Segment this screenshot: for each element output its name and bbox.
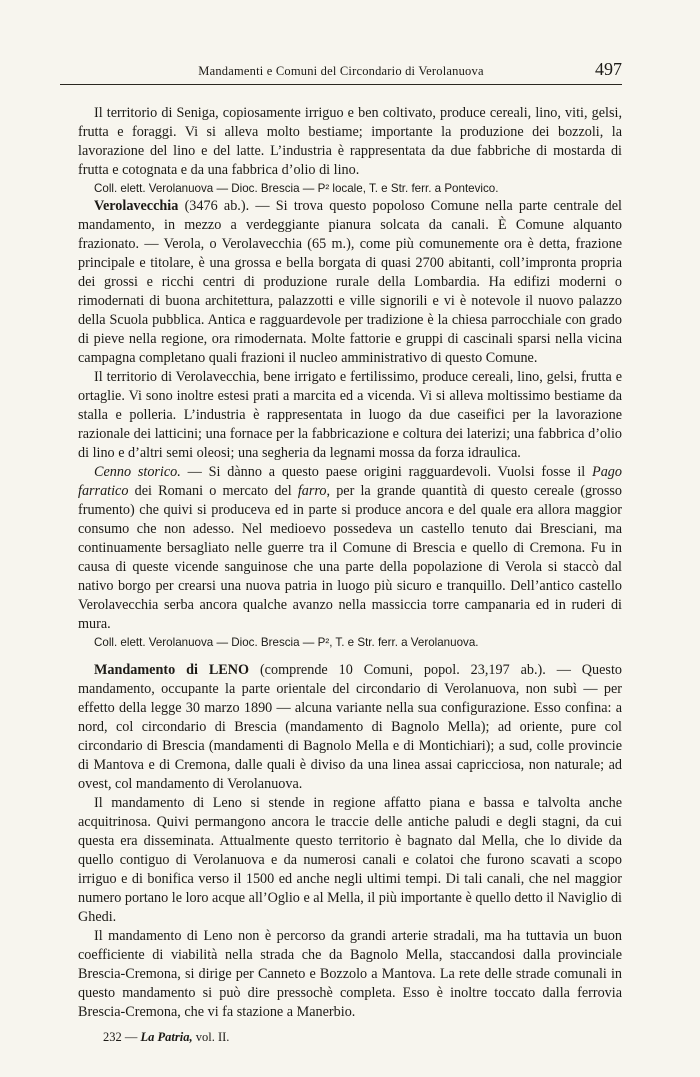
paragraph-cenno-storico (78, 463, 622, 634)
signature-volume: vol. II. (195, 1030, 230, 1044)
paragraph-territorio-verolavecchia: Il territorio di Verolavecchia, bene irrigato e fertilissimo, produce cereali, lino, gelsi, frutta e ortaglie. Vi sono inoltre estesi prati a marcita ed a vicenda. Vi si alleva moltissimo bestiame da stalla e polleria. L’industria è rappresentata in luogo da due caseifici per la lavorazione razionale dei latticini; una fornace per la fabbricazione e coltura dei laterizi; una fabbrica d’olio di lino e d’altri semi oleosi; una segheria da legnami mossa da forza idraulica. (78, 369, 622, 461)
heading-mandamento-leno: Mandamento di LENO (94, 662, 250, 678)
paragraph-verolavecchia (78, 197, 622, 368)
paragraph-leno-strade: Il mandamento di Leno non è percorso da grandi arterie stradali, ma ha tuttavia un buon coefficiente di viabilità nella strada che da Bagnolo Mella, staccandosi dalla provinciale Brescia-Cremona, si dirige per Canneto e Bozzolo a Mantova. La rete delle strade comunali in questo mandamento si può dire pressochè completa. Esso è inoltre toccato dalla ferrovia Brescia-Cremona, che vi fa stazione a Manerbio. (78, 928, 622, 1020)
signature-title: La Patria, (140, 1030, 193, 1044)
cenno-storico-text-b: dei Romani o mercato del (128, 483, 298, 499)
pago-farratico: Pago farratico (78, 464, 622, 499)
paragraph-mandamento-leno-text: (comprende 10 Comuni, popol. 23,197 ab.). — Questo mandamento, occupante la parte orientale del circondario di Verolanuova, non subì — per effetto della legge 30 marzo 1890 — alcuna variante nella sua configurazione. Esso confina: a nord, col circondario di Brescia (mandamento di Bagnolo Mella); ad oriente, pure col circondario di Brescia (mandamenti di Bagnolo Mella e di Montichiari); a sud, colle provincie di Mantova e di Cremona, dalle quali è diviso da una linea assai capricciosa, non naturale; ad ovest, col mandamento di Verolanuova. (78, 662, 622, 792)
footer-signature (103, 1030, 229, 1045)
note-seniga: Coll. elett. Verolanuova — Dioc. Brescia — P² locale, T. e Str. ferr. a Pontevico. (94, 182, 499, 195)
note-verolavecchia: Coll. elett. Verolanuova — Dioc. Brescia — P², T. e Str. ferr. a Verolanuova. (94, 636, 479, 649)
main-text (78, 104, 622, 1022)
heading-verolavecchia: Verolavecchia (94, 198, 179, 214)
cenno-storico-lead: Cenno storico. (94, 464, 181, 480)
farro-term: farro (297, 483, 327, 499)
paragraph-leno-territorio: Il mandamento di Leno si stende in regione affatto piana e bassa e talvolta anche acquitrinosa. Quivi permangono ancora le traccie delle antiche paludi e degli stagni, da cui questa era disseminata. Attualmente questo territorio è bagnato dal Mella, che lo divide da quello contiguo di Verolanuova e da numerosi canali e colatoi che furono scavati a scopo irriguo e di bonifica verso il 1500 ed anche negli ultimi tempi. Di tali canali, che nel maggior numero portano le loro acque all’Oglio e al Mella, il più importante è quello detto il Naviglio di Ghedi. (78, 795, 622, 925)
paragraph-verolavecchia-text: (3476 ab.). — Si trova questo popoloso Comune nella parte centrale del mandamento, in mezzo a verdeggiante pianura solcata da canali. È Comune alquanto frazionato. — Verola, o Verolavecchia (65 m.), come più comunemente ora è detta, frazione principale e titolare, è una grossa e bella borgata di quasi 2700 abitanti, coll’impronta propria dei grossi e ricchi centri di produzione rurale della Lombardia. Ha edifizi moderni o rimodernati di buona architettura, palazzotti e ville signorili e vi è notevole il nuovo palazzo della Scuola pubblica. Antica e ragguardevole per tradizione è la chiesa parrocchiale con grado di pieve nella regione, ora rimodernata. Molte fattorie e gruppi di cascinali sparsi nella vicina campagna completano quali frazioni il nucleo amministrativo di questo Comune. (78, 198, 622, 366)
running-title: Mandamenti e Comuni del Circondario di Verolanuova (198, 64, 484, 78)
page-number: 497 (595, 59, 622, 79)
cenno-storico-text-c: , per la grande quantità di questo cereale (grosso frumento) che quivi si produceva ed in parte si produce ancora e del quale era allora maggior consumo che non adesso. Nel medioevo possedeva un castello tenuto dai Bresciani, ma continuamente bersagliato nelle guerre tra il Comune di Brescia e quello di Cremona. Fu in causa di queste vicende sanguinose che una parte della popolazione di Verola si staccò dal nativo borgo per crearsi una nuova patria in luogo più sicuro e tranquillo. Dell’antico castello Verolavecchia serba ancora qualche avanzo nella massiccia torre campanaria ed in ruderi di mura. (78, 483, 623, 632)
section-gap (78, 651, 622, 661)
paragraph-seniga: Il territorio di Seniga, copiosamente irriguo e ben coltivato, produce cereali, lino, viti, gelsi, frutta e foraggi. Vi si alleva molto bestiame; importante la produzione dei bozzoli, la lavorazione del lino e del latte. L’industria è rappresentata da due fabbriche di mostarda di frutta e cotognata e da una fabbrica d’olio di lino. (78, 105, 622, 178)
paragraph-mandamento-leno (78, 661, 622, 794)
running-head (60, 59, 622, 85)
cenno-storico-text-a: — Si dànno a questo paese origini ragguardevoli. Vuolsi fosse il (180, 464, 593, 480)
signature-number: 232 — (103, 1030, 138, 1044)
